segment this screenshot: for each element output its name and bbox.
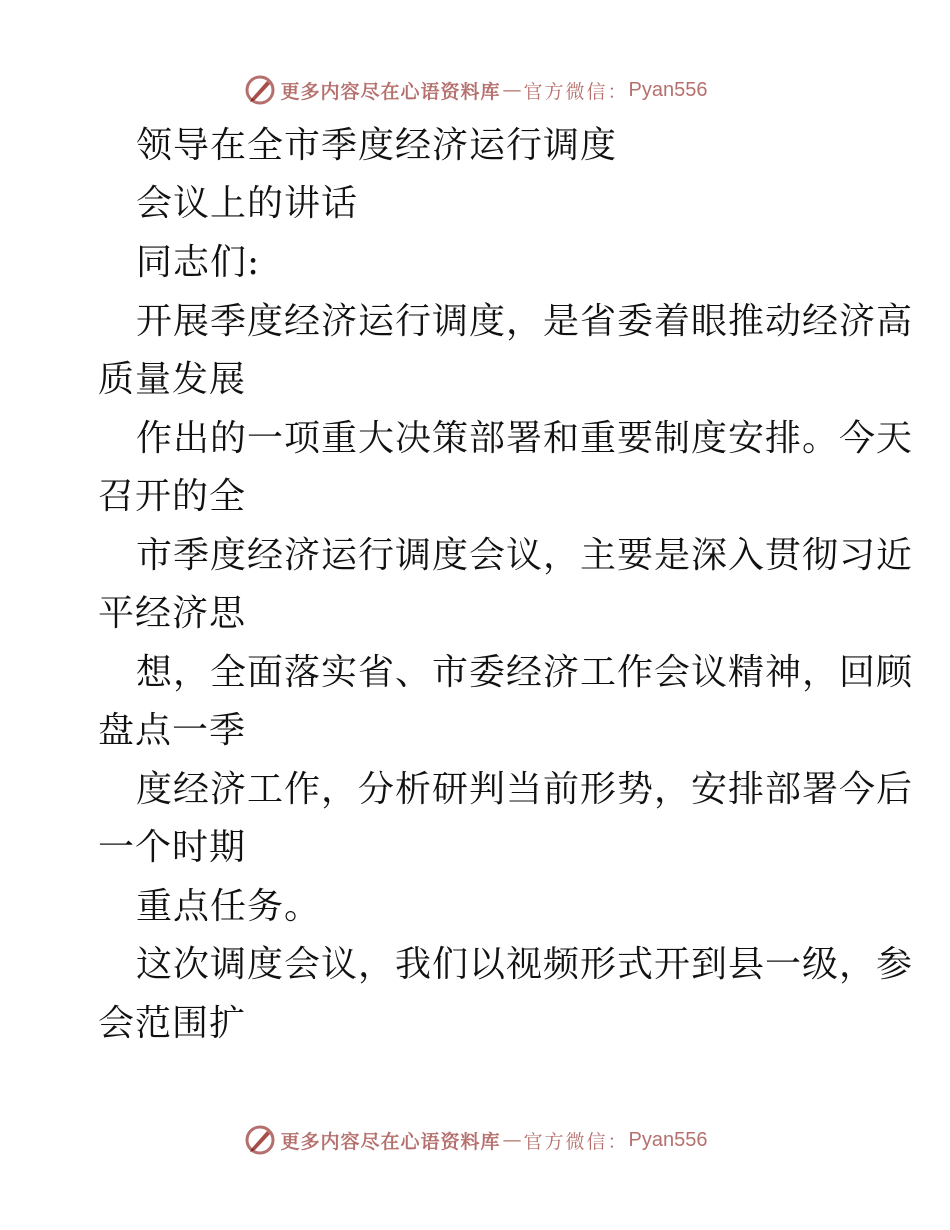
- banner-wechat-label: 官方微信：: [523, 1130, 629, 1153]
- banner-dash: —: [502, 79, 522, 101]
- header-watermark-banner: [0, 70, 950, 110]
- doc-line: 市季度经济运行调度会议，主要是深入贯彻习近: [136, 535, 914, 576]
- doc-title-line-2: 会议上的讲话: [136, 183, 359, 224]
- doc-line: 盘点一季: [98, 710, 247, 751]
- doc-title-line-1: 领导在全市季度经济运行调度: [136, 125, 618, 166]
- doc-line: 一个时期: [98, 827, 247, 868]
- doc-line: 召开的全: [98, 476, 247, 517]
- doc-line: 平经济思: [98, 593, 247, 634]
- doc-line: 作出的一项重大决策部署和重要制度安排。今天: [136, 418, 914, 459]
- doc-line: 开展季度经济运行调度，是省委着眼推动经济高: [136, 301, 914, 342]
- banner-text: 更多内容尽在心语资料库: [280, 80, 501, 103]
- doc-line: 想，全面落实省、市委经济工作会议精神，回顾: [136, 652, 914, 693]
- banner-wechat-id: Pyan556: [628, 78, 708, 101]
- pen-logo-icon: [243, 1123, 277, 1157]
- doc-line: 度经济工作，分析研判当前形势，安排部署今后: [136, 769, 914, 810]
- doc-line: 质量发展: [98, 359, 247, 400]
- pen-logo-icon: [243, 73, 277, 107]
- doc-salutation: 同志们:: [136, 242, 261, 283]
- doc-line: 这次调度会议，我们以视频形式开到县一级，参: [136, 944, 914, 985]
- doc-line: 重点任务。: [136, 886, 322, 927]
- banner-wechat-label: 官方微信：: [523, 80, 629, 103]
- banner-wechat-id: Pyan556: [628, 1128, 708, 1151]
- doc-line: 会范围扩: [98, 1003, 247, 1044]
- banner-text: 更多内容尽在心语资料库: [280, 1130, 501, 1153]
- banner-dash: —: [502, 1129, 522, 1151]
- footer-watermark-banner: [0, 1120, 950, 1160]
